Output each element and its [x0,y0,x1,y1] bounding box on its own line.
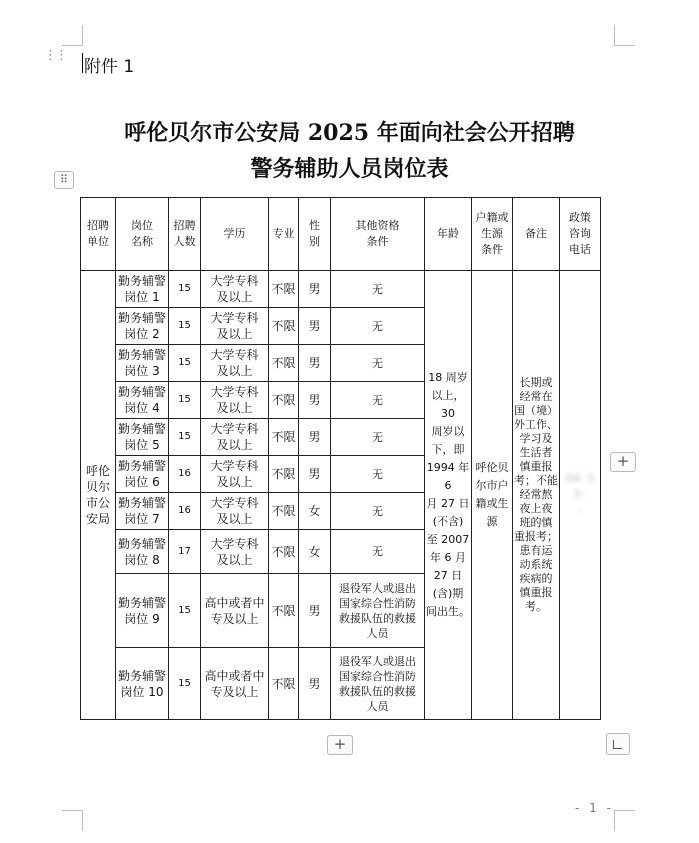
age-cell-line: 27 日 [433,569,463,582]
phone-cell [560,271,601,720]
other-requirements-cell [331,493,425,530]
other-requirements-cell-line: 无 [372,545,383,558]
education-cell-line: 及以上 [216,475,253,489]
household-cell [472,271,513,720]
remark-cell-line: 慎重报 [519,460,553,473]
unit-cell-line: 贝尔 [85,480,110,494]
education-cell-line: 及以上 [216,401,253,415]
remark-cell-line: 国（境） [514,404,558,417]
document-title-line-1: 呼伦贝尔市公安局 2025 年面向社会公开招聘 [124,120,575,146]
education-cell-line: 高中或者中 [204,595,265,610]
age-cell-line: (含)期 [432,587,464,600]
header-household: 户籍或 生源 条件 [472,198,513,271]
age-cell-line: 1994 年 6 [426,461,470,492]
other-requirements-cell [331,308,425,345]
other-requirements-cell [331,456,425,493]
age-cell-line: 下，即 [431,443,465,456]
major-cell: 不限 [269,382,299,419]
phone-cell-line: 3·· [573,488,587,501]
education-cell [201,382,269,419]
age-cell-line: 以上，30 [431,389,465,420]
header-education: 学历 [201,198,269,271]
education-cell-line: 大学专科 [210,536,259,551]
education-cell-line: 及以上 [216,364,253,378]
education-cell-line: 专及以上 [210,684,259,699]
age-cell-line: 年 6 月 [430,551,466,564]
major-cell: 不限 [269,308,299,345]
gender-cell: 男 [299,308,331,345]
gender-cell: 男 [299,382,331,419]
remark-cell-line: 慎重报 [519,586,553,599]
education-cell-line: 高中或者中 [204,668,265,683]
remark-cell-line: 疾病的 [519,572,553,585]
education-cell [201,345,269,382]
major-cell: 不限 [269,419,299,456]
education-cell-line: 及以上 [216,512,253,526]
education-cell-line: 专及以上 [210,611,259,626]
unit-cell-line: 市公 [85,496,110,510]
other-requirements-cell-line: 人员 [366,699,389,713]
phone-cell-line: - [578,504,582,517]
other-requirements-cell [331,530,425,574]
count-cell: 15 [169,308,201,345]
major-cell: 不限 [269,271,299,308]
post-cell [116,419,169,456]
education-cell-line: 大学专科 [210,348,259,362]
post-cell [116,648,169,720]
education-cell-line: 大学专科 [210,274,259,288]
post-cell [116,456,169,493]
age-cell-line: 周岁以 [431,425,465,438]
age-cell-line: 月 27 日 [426,497,470,510]
education-cell [201,493,269,530]
gender-cell: 男 [299,574,331,648]
count-cell: 15 [169,648,201,720]
table-row [81,271,601,308]
unit-cell-line: 呼伦 [85,464,110,478]
education-cell-line: 大学专科 [210,496,259,510]
age-cell-line: 间出生。 [426,605,470,618]
household-cell-line: 籍或生 [475,497,509,510]
post-cell-line: 岗位 3 [124,364,160,378]
education-cell [201,456,269,493]
gender-cell: 男 [299,456,331,493]
education-cell [201,574,269,648]
age-cell-line: 至 2007 [426,533,470,546]
major-cell: 不限 [269,345,299,382]
header-age: 年龄 [425,198,472,271]
header-count: 招聘 人数 [169,198,201,271]
remark-cell-line: 生活者 [519,446,553,459]
major-cell: 不限 [269,648,299,720]
unit-cell [81,271,116,720]
count-cell: 16 [169,456,201,493]
table-header-row [81,198,601,271]
post-cell [116,382,169,419]
other-requirements-cell-line: 无 [372,319,383,333]
major-cell: 不限 [269,530,299,574]
other-requirements-cell-line: 无 [372,430,383,444]
post-cell-line: 勤务辅警 [117,385,166,399]
age-cell-line: 18 周岁 [428,371,468,384]
post-cell-line: 岗位 7 [124,512,160,526]
count-cell: 15 [169,271,201,308]
count-cell: 15 [169,574,201,648]
education-cell-line: 大学专科 [210,385,259,399]
education-cell [201,271,269,308]
header-gender: 性 别 [299,198,331,271]
other-requirements-cell-line: 国家综合性消防 [339,596,416,610]
paragraph-drag-handle-icon[interactable]: ⋮⋮ [44,48,66,63]
remark-cell [513,271,560,720]
table-move-handle-icon[interactable]: ⠿ [54,171,74,189]
unit-cell-line: 安局 [85,512,110,526]
other-requirements-cell [331,345,425,382]
education-cell-line: 及以上 [216,552,253,567]
gender-cell: 男 [299,271,331,308]
other-requirements-cell-line: 国家综合性消防 [339,669,416,683]
major-cell: 不限 [269,574,299,648]
post-cell [116,345,169,382]
add-row-button[interactable]: + [327,735,353,755]
education-cell-line: 大学专科 [210,311,259,325]
page-corner-mark-top-right [614,25,635,46]
post-cell [116,574,169,648]
post-cell-line: 岗位 2 [124,327,160,341]
count-cell: 16 [169,493,201,530]
post-cell-line: 岗位 6 [124,475,160,489]
add-column-button[interactable]: + [610,452,636,472]
household-cell-line: 源 [486,515,498,528]
count-cell: 17 [169,530,201,574]
gender-cell: 男 [299,648,331,720]
major-cell: 不限 [269,456,299,493]
other-requirements-cell [331,648,425,720]
gender-cell: 男 [299,345,331,382]
page-number: - 1 - [575,801,614,815]
header-major: 专业 [269,198,299,271]
other-requirements-cell-line: 退役军人或退出 [339,581,416,595]
page-corner-mark-top-left [62,25,83,46]
remark-cell-line: 重报考； [514,530,558,543]
other-requirements-cell-line: 救援队伍的救援 [339,684,416,698]
other-requirements-cell-line: 无 [372,282,383,296]
remark-cell-line: 长期或 [519,376,553,389]
table-resize-handle-icon[interactable] [606,733,630,755]
post-cell-line: 岗位 5 [124,438,160,452]
post-cell-line: 勤务辅警 [117,422,166,436]
remark-cell-line: 外工作、 [514,418,558,431]
post-cell-line: 勤务辅警 [117,459,166,473]
gender-cell: 女 [299,493,331,530]
other-requirements-cell-line: 无 [372,504,383,518]
other-requirements-cell-line: 退役军人或退出 [339,654,416,668]
count-cell: 15 [169,345,201,382]
remark-cell-line: 患有运 [519,544,553,557]
remark-cell-line: 班的慎 [519,516,553,529]
remark-cell-line: 夜上夜 [519,502,553,515]
count-cell: 15 [169,382,201,419]
other-requirements-cell-line: 无 [372,393,383,407]
header-phone: 政策 咨询 电话 [560,198,601,271]
post-cell [116,493,169,530]
education-cell-line: 及以上 [216,438,253,452]
gender-cell: 女 [299,530,331,574]
household-cell-line: 呼伦贝 [475,461,509,474]
header-remark: 备注 [513,198,560,271]
remark-cell-line: 动系统 [519,558,553,571]
post-cell-line: 勤务辅警 [117,311,166,325]
post-cell-line: 勤务辅警 [117,496,166,510]
other-requirements-cell [331,419,425,456]
household-cell-line: 尔市户 [475,479,509,492]
education-cell [201,648,269,720]
age-cell [425,271,472,720]
education-cell [201,419,269,456]
post-cell-line: 勤务辅警 [117,348,166,362]
post-cell-line: 岗位 1 [124,290,160,304]
page-corner-mark-bottom-right [614,810,635,831]
post-cell-line: 岗位 9 [124,611,160,626]
header-unit: 招聘 单位 [81,198,116,271]
text-cursor [82,53,83,73]
other-requirements-cell-line: 人员 [366,626,389,640]
other-requirements-cell [331,271,425,308]
remark-cell-line: 考；不能 [514,474,558,487]
post-cell-line: 勤务辅警 [117,536,166,551]
document-title-line-2: 警务辅助人员岗位表 [250,156,449,182]
remark-cell-line: 经常熬 [519,488,553,501]
header-post: 岗位 名称 [116,198,169,271]
gender-cell: 男 [299,419,331,456]
major-cell: 不限 [269,493,299,530]
post-cell-line: 岗位 10 [120,684,164,699]
post-cell [116,271,169,308]
post-cell-line: 勤务辅警 [117,595,166,610]
education-cell [201,308,269,345]
education-cell [201,530,269,574]
post-cell-line: 岗位 8 [124,552,160,567]
count-cell: 15 [169,419,201,456]
phone-cell-line: 04··3 [566,472,594,485]
remark-cell-line: 经常在 [519,390,553,403]
attachment-label: 附件 1 [84,57,135,77]
other-requirements-cell [331,574,425,648]
other-requirements-cell-line: 救援队伍的救援 [339,611,416,625]
page-corner-mark-bottom-left [62,810,83,831]
post-cell [116,530,169,574]
positions-table [80,197,601,720]
other-requirements-cell-line: 无 [372,356,383,370]
post-cell-line: 勤务辅警 [117,274,166,288]
other-requirements-cell-line: 无 [372,467,383,481]
post-cell-line: 岗位 4 [124,401,160,415]
other-requirements-cell [331,382,425,419]
education-cell-line: 及以上 [216,290,253,304]
education-cell-line: 大学专科 [210,459,259,473]
post-cell-line: 勤务辅警 [117,668,166,683]
remark-cell-line: 学习及 [519,432,553,445]
education-cell-line: 及以上 [216,327,253,341]
header-other-requirements: 其他资格 条件 [331,198,425,271]
post-cell [116,308,169,345]
remark-cell-line: 考。 [525,600,547,613]
age-cell-line: (不含) [432,515,464,528]
education-cell-line: 大学专科 [210,422,259,436]
